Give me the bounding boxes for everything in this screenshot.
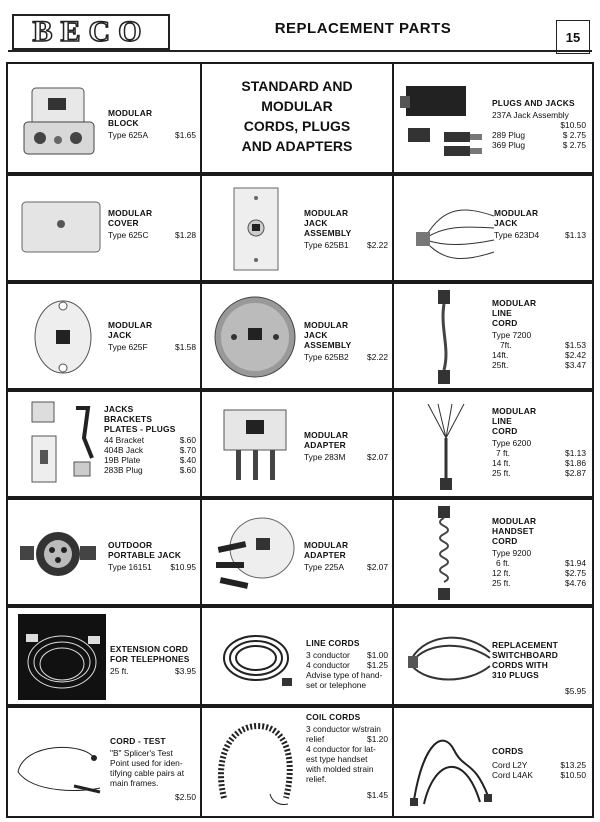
outdoor-jack-photo — [18, 524, 102, 584]
product-length: 14 ft. — [492, 458, 511, 468]
product-price: $2.07 — [367, 562, 388, 572]
coil-cords-photo — [210, 718, 300, 812]
product-price: $1.45 — [367, 790, 388, 800]
product-cell-modular-jack-625f[interactable] — [8, 284, 200, 388]
product-name: ASSEMBLY — [304, 228, 352, 238]
page-header — [8, 8, 592, 52]
heading-line: CORDS, PLUGS — [243, 118, 351, 134]
product-type: Type 625B2 — [304, 352, 349, 362]
product-price: $1.28 — [175, 230, 196, 240]
product-price: $2.07 — [367, 452, 388, 462]
product-note: Advise type of hand- — [306, 670, 383, 680]
product-name: BLOCK — [108, 118, 139, 128]
product-name: MODULAR — [108, 108, 153, 118]
product-name: ADAPTER — [304, 550, 346, 560]
product-cell-cords[interactable] — [394, 708, 592, 816]
product-line: 237A Jack Assembly — [492, 110, 569, 120]
product-description: relief. — [306, 774, 327, 784]
product-length: 14ft. — [492, 350, 509, 360]
product-name: OUTDOOR — [108, 540, 153, 550]
product-price: $10.50 — [560, 120, 586, 130]
product-price: $1.00 — [367, 650, 388, 660]
product-line: Cord L4AK — [492, 770, 533, 780]
product-price: $1.13 — [565, 230, 586, 240]
product-name: LINE — [492, 416, 512, 426]
line-cord-6200-photo — [422, 398, 472, 492]
page-title: REPLACEMENT PARTS — [274, 20, 452, 37]
product-price: $2.50 — [175, 792, 196, 802]
product-name: MODULAR — [304, 208, 349, 218]
product-price: $1.65 — [175, 130, 196, 140]
cords-photo — [404, 720, 494, 808]
heading-line: MODULAR — [261, 98, 333, 114]
product-description: with molded strain — [306, 764, 374, 774]
product-type: Type 283M — [304, 452, 346, 462]
adapter-283m-photo — [216, 402, 296, 488]
brackets-plates-photo — [14, 398, 104, 490]
plugs-jacks-photo — [400, 76, 490, 160]
product-name: MODULAR — [108, 320, 153, 330]
product-cell-jacks-brackets[interactable] — [8, 392, 200, 496]
product-name: MODULAR — [304, 540, 349, 550]
product-name: MODULAR — [494, 208, 539, 218]
product-name: HANDSET — [492, 526, 534, 536]
product-length: 12 ft. — [492, 568, 511, 578]
product-length: 25 ft. — [110, 666, 129, 676]
product-line: 4 conductor — [306, 660, 350, 670]
product-type: Type 16151 — [108, 562, 152, 572]
product-line: Cord L2Y — [492, 760, 528, 770]
product-length: 6 ft. — [496, 558, 510, 568]
product-name: PLUGS AND JACKS — [492, 98, 575, 108]
product-price: $2.75 — [565, 568, 586, 578]
product-description: relief — [306, 734, 325, 744]
product-description: Point used for iden- — [110, 758, 183, 768]
product-name: COIL CORDS — [306, 712, 361, 722]
product-cell-line-cords[interactable] — [202, 608, 392, 704]
product-line: 283B Plug — [104, 465, 143, 475]
product-cell-line-cord-6200[interactable] — [394, 392, 592, 496]
product-type: Type 225A — [304, 562, 345, 572]
product-type: Type 623D4 — [494, 230, 540, 240]
product-price: $13.25 — [560, 760, 586, 770]
product-name: COVER — [108, 218, 139, 228]
product-cell-jack-assembly-625b1[interactable] — [202, 176, 392, 280]
product-name: CORD - TEST — [110, 736, 166, 746]
product-cell-switchboard-cords[interactable] — [394, 608, 592, 704]
product-name: LINE — [492, 308, 512, 318]
product-name: ASSEMBLY — [304, 340, 352, 350]
product-description: "B" Splicer's Test — [110, 748, 173, 758]
product-line: 369 Plug — [492, 140, 526, 150]
product-name: LINE CORDS — [306, 638, 360, 648]
page-number: 15 — [556, 20, 590, 54]
product-name: MODULAR — [304, 430, 349, 440]
product-type: Type 9200 — [492, 548, 532, 558]
product-name: CORDS WITH — [492, 660, 548, 670]
product-name: 310 PLUGS — [492, 670, 539, 680]
product-cell-plugs-jacks[interactable] — [394, 64, 592, 172]
product-name: PORTABLE JACK — [108, 550, 182, 560]
product-length: 7ft. — [500, 340, 512, 350]
product-name: CORD — [492, 426, 518, 436]
product-type: Type 625F — [108, 342, 148, 352]
product-name: CORD — [492, 318, 518, 328]
product-price: $1.94 — [565, 558, 586, 568]
product-description: main frames. — [110, 778, 159, 788]
product-name: EXTENSION CORD — [110, 644, 189, 654]
product-price: $3.47 — [565, 360, 586, 370]
section-heading — [202, 64, 392, 172]
product-price: $2.22 — [367, 240, 388, 250]
line-cord-photo — [430, 288, 460, 386]
product-line: 19B Plate — [104, 455, 141, 465]
product-price: $ 2.75 — [562, 130, 586, 140]
product-line: 289 Plug — [492, 130, 526, 140]
product-name: MODULAR — [108, 208, 153, 218]
product-price: $1.20 — [367, 734, 388, 744]
product-price: $10.95 — [170, 562, 196, 572]
product-price: $1.53 — [565, 340, 586, 350]
oval-jack-photo — [28, 292, 98, 382]
product-name: MODULAR — [492, 298, 537, 308]
product-description: est type handset — [306, 754, 368, 764]
heading-line: STANDARD AND — [241, 78, 353, 94]
product-type: Type 625C — [108, 230, 149, 240]
product-name: JACK — [304, 218, 328, 228]
product-name: REPLACEMENT — [492, 640, 558, 650]
wired-jack-photo — [414, 196, 500, 266]
product-price: $2.42 — [565, 350, 586, 360]
product-price: $1.86 — [565, 458, 586, 468]
product-type: Type 625A — [108, 130, 149, 140]
product-price: $2.87 — [565, 468, 586, 478]
product-name: ADAPTER — [304, 440, 346, 450]
beco-logo: BECO — [12, 14, 170, 50]
product-name: MODULAR — [304, 320, 349, 330]
product-price: $4.76 — [565, 578, 586, 588]
product-name: MODULAR — [492, 406, 537, 416]
product-name: FOR TELEPHONES — [110, 654, 190, 664]
modular-block-photo — [14, 78, 104, 162]
product-price: $1.13 — [565, 448, 586, 458]
product-length: 25ft. — [492, 360, 509, 370]
product-cell-adapter-225a[interactable] — [202, 500, 392, 604]
product-cell-outdoor-jack[interactable] — [8, 500, 200, 604]
product-price: $.40 — [179, 455, 196, 465]
extension-cord-photo — [18, 614, 106, 700]
product-cell-line-cord-7200[interactable] — [394, 284, 592, 388]
product-length: 25 ft. — [492, 578, 511, 588]
product-name: JACKS — [104, 404, 134, 414]
product-name: JACK — [108, 330, 132, 340]
heading-line: AND ADAPTERS — [241, 138, 353, 154]
product-name: JACK — [494, 218, 518, 228]
product-cell-adapter-283m[interactable] — [202, 392, 392, 496]
product-cell-jack-assembly-625b2[interactable] — [202, 284, 392, 388]
wall-plate-photo — [222, 184, 292, 274]
product-price: $3.95 — [175, 666, 196, 676]
product-name: BRACKETS — [104, 414, 153, 424]
product-price: $.60 — [179, 465, 196, 475]
product-name: JACK — [304, 330, 328, 340]
cord-test-photo — [14, 732, 106, 802]
product-type: Type 7200 — [492, 330, 532, 340]
product-line: 3 conductor — [306, 650, 350, 660]
product-price: $1.58 — [175, 342, 196, 352]
product-cell-modular-block[interactable] — [8, 64, 200, 172]
product-description: 4 conductor for lat- — [306, 744, 376, 754]
product-length: 7 ft. — [496, 448, 510, 458]
catalog-grid — [6, 62, 594, 818]
product-cell-handset-cord[interactable] — [394, 500, 592, 604]
product-type: Type 6200 — [492, 438, 532, 448]
product-line: 404B Jack — [104, 445, 144, 455]
product-name: PLATES - PLUGS — [104, 424, 176, 434]
product-price: $.70 — [179, 445, 196, 455]
product-description: 3 conductor w/strain — [306, 724, 381, 734]
switchboard-cords-photo — [408, 628, 494, 688]
product-cell-modular-cover[interactable] — [8, 176, 200, 280]
product-cell-cord-test[interactable] — [8, 708, 200, 816]
product-note: set or telephone — [306, 680, 367, 690]
product-length: 25 ft. — [492, 468, 511, 478]
product-price: $10.50 — [560, 770, 586, 780]
handset-cord-photo — [428, 504, 462, 602]
product-cell-coil-cords[interactable] — [202, 708, 392, 816]
line-cords-photo — [212, 624, 298, 694]
round-jack-photo — [210, 292, 300, 382]
product-cell-extension-cord[interactable] — [8, 608, 200, 704]
modular-cover-photo — [18, 194, 104, 264]
product-price: $2.22 — [367, 352, 388, 362]
product-price: $1.25 — [367, 660, 388, 670]
product-name: MODULAR — [492, 516, 537, 526]
product-cell-modular-jack-623d4[interactable] — [394, 176, 592, 280]
product-price: $5.95 — [565, 686, 586, 696]
product-price: $.60 — [179, 435, 196, 445]
product-name: CORDS — [492, 746, 524, 756]
product-price: $ 2.75 — [562, 140, 586, 150]
product-type: Type 625B1 — [304, 240, 349, 250]
product-name: SWITCHBOARD — [492, 650, 558, 660]
adapter-225a-photo — [210, 508, 300, 598]
header-rule — [8, 50, 592, 52]
product-line: 44 Bracket — [104, 435, 145, 445]
product-name: CORD — [492, 536, 518, 546]
product-description: tifying cable pairs at — [110, 768, 185, 778]
